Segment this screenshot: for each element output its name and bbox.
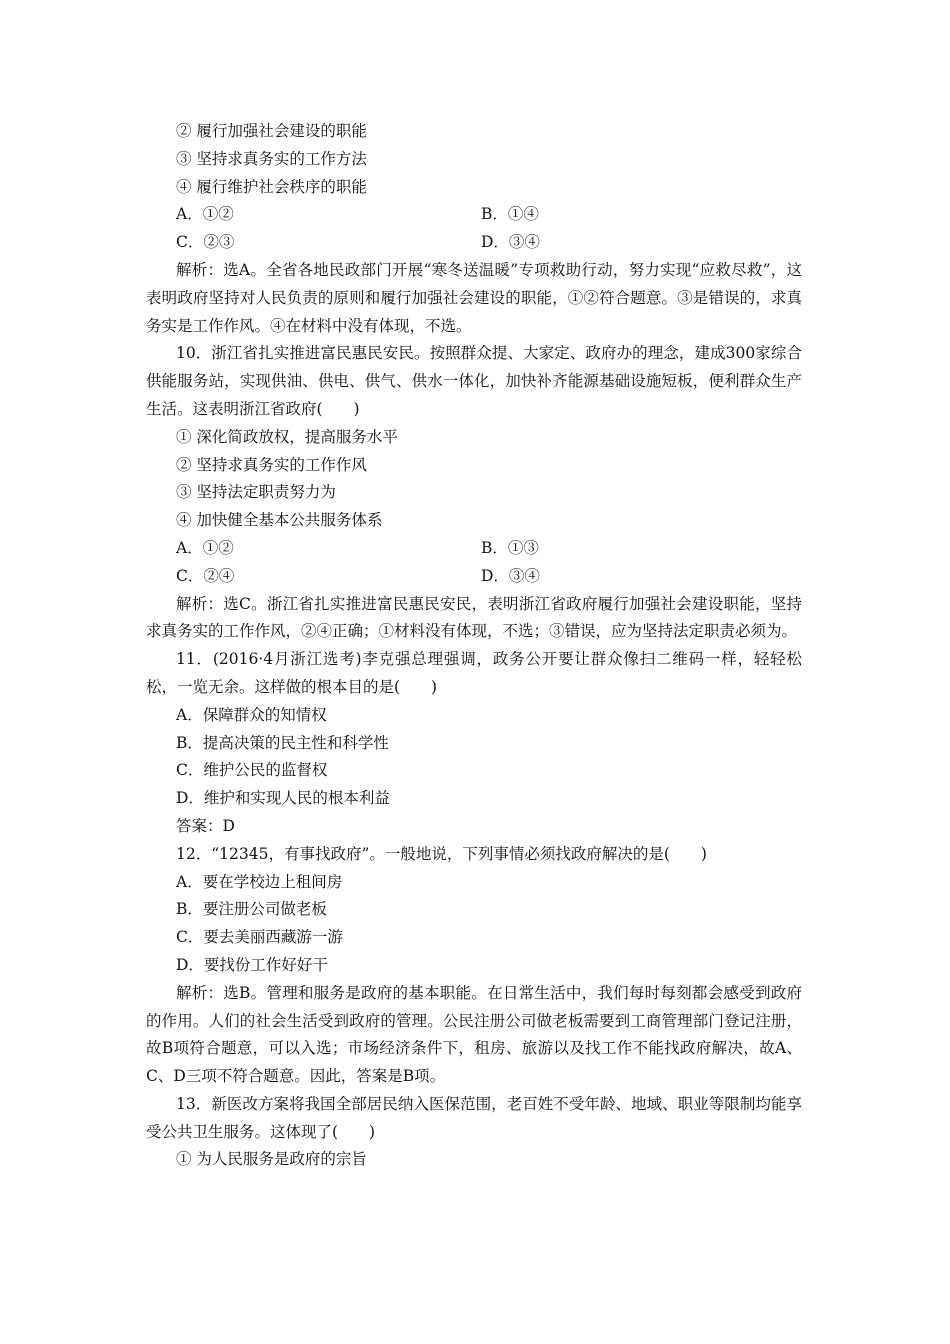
q13-item-1: ① 为人民服务是政府的宗旨	[176, 1150, 367, 1169]
q13-stem: 13．新医改方案将我国全部居民纳入医保范围，老百姓不受年龄、地域、职业等限制均能享受公共卫生服务。这体现了( )	[146, 1094, 802, 1141]
q9-analysis: 解析：选A。全省各地民政部门开展“寒冬送温暖”专项救助行动，努力实现“应救尽救”，这表明政府坚持对人民负责的原则和履行加强社会建设的职能，①②符合题意。③是错误的，求真务实是工作作风。④在材料中没有体现，不选。	[146, 260, 802, 335]
q10-analysis: 解析：选C。浙江省扎实推进富民惠民安民，表明浙江省政府履行加强社会建设职能，坚持求真务实的工作作风，②④正确；①材料没有体现，不选；③错误，应为坚持法定职责必须为。	[146, 594, 802, 641]
q9-options-row-1	[146, 201, 802, 229]
q11-option-a: A．保障群众的知情权	[176, 705, 327, 724]
q11-stem: 11．(2016·4月浙江选考)李克强总理强调，政务公开要让群众像扫二维码一样，轻轻松松，一览无余。这样做的根本目的是( )	[146, 650, 802, 696]
q9-option-d: D．③④	[481, 233, 540, 252]
q9-item-2: ② 履行加强社会建设的职能	[176, 122, 367, 140]
q9-option-b: B．①④	[481, 205, 539, 224]
q9-option-a: A．①②	[176, 205, 234, 224]
q11-option-c: C．维护公民的监督权	[176, 761, 328, 780]
document-page	[146, 118, 802, 1174]
q9-item-3: ③ 坚持求真务实的工作方法	[176, 149, 367, 168]
q12-option-d: D．要找份工作好好干	[176, 955, 328, 974]
q10-option-b: B．①③	[481, 538, 539, 557]
q10-option-c: C．②④	[176, 566, 235, 585]
q9-option-c: C．②③	[176, 233, 235, 252]
q10-options-row-2	[146, 563, 802, 591]
q10-options-row-1	[146, 535, 802, 563]
q10-item-4: ④ 加快健全基本公共服务体系	[176, 511, 383, 530]
q9-options-row-2	[146, 229, 802, 257]
q10-option-d: D．③④	[481, 566, 540, 585]
q10-item-2: ② 坚持求真务实的工作作风	[176, 455, 367, 474]
q12-option-a: A．要在学校边上租间房	[176, 872, 343, 891]
q9-item-4: ④ 履行维护社会秩序的职能	[176, 177, 367, 196]
q11-answer: 答案：D	[176, 816, 235, 835]
q12-option-b: B．要注册公司做老板	[176, 900, 327, 919]
q12-analysis: 解析：选B。管理和服务是政府的基本职能。在日常生活中，我们每时每刻都会感受到政府的作用。人们的社会生活受到政府的管理。公民注册公司做老板需要到工商管理部门登记注册，故B项符合题意，可以入选；市场经济条件下，租房、旅游以及找工作不能找政府解决，故A、C、D三项不符合题意。因此，答案是B项。	[146, 983, 802, 1086]
q11-option-b: B．提高决策的民主性和科学性	[176, 733, 389, 752]
q12-option-c: C．要去美丽西藏游一游	[176, 928, 343, 947]
q10-item-1: ① 深化简政放权，提高服务水平	[176, 427, 398, 446]
q10-item-3: ③ 坚持法定职责努力为	[176, 483, 336, 502]
q10-option-a: A．①②	[176, 538, 234, 557]
q11-option-d: D．维护和实现人民的根本利益	[176, 789, 390, 808]
q12-stem: 12．“12345，有事找政府”。一般地说，下列事情必须找政府解决的是( )	[176, 844, 707, 863]
q10-stem: 10．浙江省扎实推进富民惠民安民。按照群众提、大家定、政府办的理念，建成300家综合供能服务站，实现供油、供电、供气、供水一体化，加快补齐能源基础设施短板，便利群众生产生活。这表明浙江省政府( )	[146, 344, 802, 418]
